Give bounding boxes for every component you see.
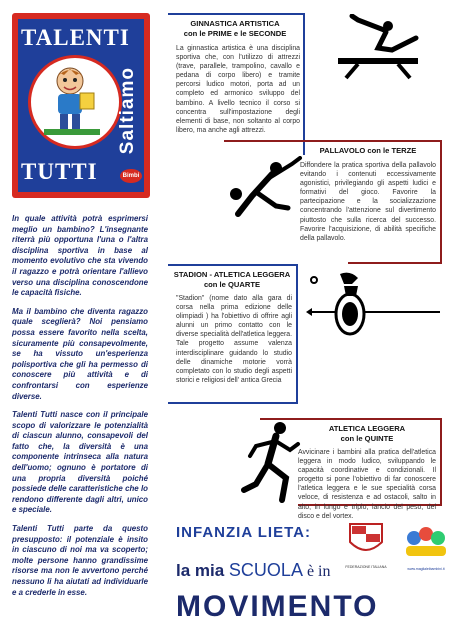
section-border: [296, 264, 298, 404]
section-border: [440, 140, 442, 264]
section-text-atletica: Avvicinare i bambini alla pratica dell'atletica leggera in modo ludico, sviluppando le capacità coordinative e condizionali. Il progetto si pone l'obiettivo di far conoscere l'atletica leggera e le sue specialità corsa veloce, di resistenza e ad ostacoli, salto in alto, in lungo e triplo, lancio del peso, del disco e del vortex.: [298, 449, 436, 520]
scuola-text-part2: SCUOLA: [228, 560, 303, 580]
intro-paragraph: Talenti Tutti parte da questo presupposto: il potenziale è insito in ciascuno di noi ma va scoperto; molte persone hanno grandissime risorse ma non le avvertono perché nessuno li ha aiutati ad individuarle e a crederle in esse.: [12, 524, 148, 597]
federation-logo-text: FEDERAZIONE ITALIANA: [345, 565, 387, 569]
intro-paragraph: In quale attività potrà esprimersi meglio un bambino? L'insegnante riterrà più opportuna l'una o l'altra disciplina sportiva in base al momento evolutivo che sta vivendo il ragazzo e potrà orientare l'allievo verso una disciplina conoscendone le capacità fisiche.: [12, 214, 148, 298]
logo-bottom-text: TUTTI: [21, 159, 98, 184]
infanzia-lieta-title: INFANZIA LIETA:: [176, 524, 311, 541]
partner-logo: [402, 522, 450, 570]
section-border: [440, 418, 442, 506]
logo-side-text: Saltiamo: [117, 67, 138, 155]
child-mascot-icon: [40, 63, 104, 137]
section-title-stadion: STADION - ATLETICA LEGGERA con le QUARTE: [173, 270, 291, 289]
intro-text-block: [12, 214, 148, 606]
section-text-pallavolo: Diffondere la pratica sportiva della pallavolo evitando i contenuti eccessivamente agonistici, privilegiando gli aspetti ludici e formativi del gioco. Favorire la partecipazione e la socializzazione concentrando l'attenzione sul divertimento piuttosto che sulla ricerca del successo. Favorire l'acquisizione, di abilità specifiche della pallavolo.: [300, 162, 436, 242]
section-title-atletica: ATLETICA LEGGERA con le QUINTE: [328, 424, 406, 443]
scuola-text-part3: è in: [302, 563, 331, 580]
intro-paragraph: Talenti Tutti nasce con il principale scopo di valorizzare le potenzialità di ciascun alunno, consapevoli del fatto che, la diversità è una componente intrinseca alla natura dell'uomo; ognuno è portatore di una propria diversità poiché possiede delle caratteristiche che lo rendono differente dagli altri, unico e speciale.: [12, 410, 148, 515]
logo-badge: Bimbi: [120, 169, 142, 183]
section-border: [348, 262, 442, 264]
section-border: [303, 13, 305, 155]
runner-icon: [240, 420, 308, 510]
section-text-ginnastica: La ginnastica artistica è una disciplina sportiva che, con l'utilizzo di attrezzi (trave, parallele, trampolino, cavallo e pedana di corpo libero) e tramite percorsi ludico motori, porta ad un completo ed armonico sviluppo del bambino. A livello tecnico il corso si concentra sull'impostazione degli elementi di base, non soltanto al corpo libero, ma anche agli attrezzi.: [176, 45, 300, 134]
section-border: [224, 140, 442, 142]
partner-logo-url: www.maglialeibambini.it: [407, 567, 445, 571]
scuola-text-part1: la mia: [176, 561, 229, 580]
children-group-icon: [402, 522, 450, 562]
crest-icon: [344, 520, 388, 560]
intro-paragraph: Ma il bambino che diventa ragazzo quale sceglierà? Noi pensiamo possa essere favorito nella scelta, sicuramente più consapevolmente, se ha vissuto un'esperienza polisportiva che gli ha permesso di conoscere più attività e di confrontarsi con esperienze diverse.: [12, 306, 148, 401]
federation-logo: [344, 520, 388, 570]
section-title-pallavolo: PALLAVOLO con le TERZE: [319, 146, 417, 155]
section-text-stadion: "Stadion" (nome dato alla gara di corsa nella prima edizione delle olimpiadi ) ha l'obiettivo di offrire agli alunni un primo contatto con le diverse specialità dell'atletica leggera. Tale progetto assume valenza interdisciplinare guidando lo studio delle dinamiche motorie vorrà completato con lo studio degli aspetti storici e religiosi dell' antica Grecia: [176, 295, 292, 384]
logo-top-text: TALENTI: [21, 25, 130, 50]
section-border: [168, 13, 305, 15]
talenti-tutti-logo: [12, 13, 150, 198]
section-border: [168, 402, 298, 404]
volleyball-icon: [226, 156, 306, 222]
greek-warrior-icon: [304, 272, 444, 342]
movimento-title: MOVIMENTO: [176, 590, 379, 623]
gymnast-icon: [318, 14, 428, 80]
section-title-ginnastica: GINNASTICA ARTISTICA con le PRIME e le SECONDE: [183, 19, 287, 38]
scuola-line: [176, 560, 331, 581]
section-border: [168, 264, 298, 266]
